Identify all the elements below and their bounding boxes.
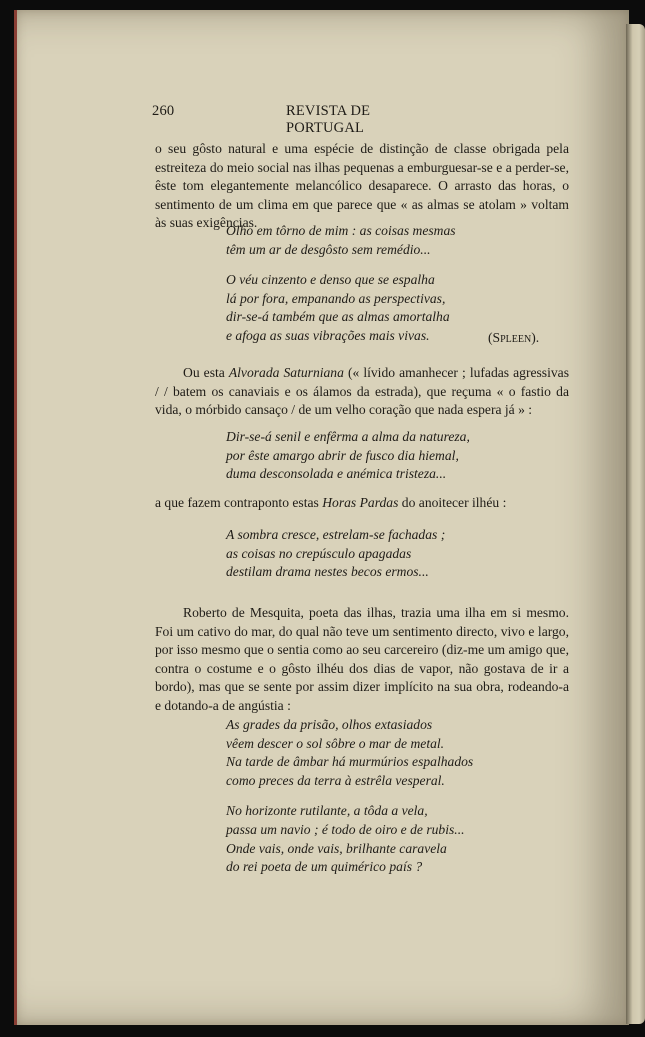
paragraph-1: o seu gôsto natural e uma espécie de distinção de classe obrigada pela estreiteza do meio social nas ilhas pequenas a emburguesar-se e a perder-se, êste tom elegantemente melancólico desaparece. O arrasto das horas, o sentimento de um clima em que parece que « as almas se atolam » voltam às suas exigências. [155, 141, 569, 231]
next-page-edge [626, 24, 645, 1024]
poem-title-horas-pardas: Horas Pardas [322, 495, 399, 510]
verse-line: O véu cinzento e denso que se espalha [226, 272, 435, 288]
verse-source-spleen: (Spleen). [488, 330, 540, 345]
paragraph-3-text-a: a que fazem contraponto estas [155, 495, 323, 510]
running-title: REVISTA DE PORTUGAL [286, 103, 371, 136]
verse-line: como preces da terra à estrêla vesperal. [226, 772, 445, 788]
verse-block-1 [226, 222, 526, 346]
verse-line: Dir-se-á senil e enfêrma a alma da natureza, [226, 429, 470, 444]
verse-line: por êste amargo abrir de fusco dia hiemal, [226, 447, 459, 463]
paragraph-3 [155, 494, 569, 513]
verse-block-4 [226, 716, 526, 877]
verse-line: A sombra cresce, estrelam-se fachadas ; [226, 527, 446, 542]
paragraph-2-text-b: (« lívido amanhecer ; lufadas agressivas / / batem os canaviais e os álamos da estrada), que reçuma « o fastio da vida, o mórbido cansaço / de um velho coração que nada espera já » : [155, 365, 569, 418]
verse-line: lá por fora, empanando as perspectivas, [226, 290, 446, 306]
paragraph-3-text-b: do anoitecer ilhéu : [398, 495, 507, 510]
paragraph-2-text-a: Ou esta [183, 365, 229, 380]
verse-line: vêem descer o sol sôbre o mar de metal. [226, 735, 445, 751]
page-header [152, 100, 434, 136]
verse-line: Olho em tôrno de mim : as coisas mesmas [226, 223, 456, 238]
verse-line: têm um ar de desgôsto sem remédio... [226, 241, 431, 257]
verse-block-3 [226, 526, 526, 582]
verse-line: e afoga as suas vibrações mais vivas. [226, 327, 430, 343]
paragraph-4: Roberto de Mesquita, poeta das ilhas, trazia uma ilha em si mesmo. Foi um cativo do mar, do qual não teve um sentimento directo, vivo e largo, por isso mesmo que o sentia como ao seu carcereiro (diz-me um amigo que, contra o costume e o gôsto ilhéu dos dias de vapor, não gostava de ir a bordo), mas que se sente por assim dizer implícito na sua obra, rodeando-a e dotando-a de angústia : [155, 605, 569, 713]
poem-title-alvorada: Alvorada Saturniana [228, 365, 344, 380]
page-number: 260 [152, 103, 175, 119]
verse-line: destilam drama nestes becos ermos... [226, 564, 429, 580]
verse-line: Na tarde de âmbar há murmúrios espalhados [226, 754, 474, 770]
verse-line: duma desconsolada e anémica tristeza... [226, 466, 447, 482]
verse-line [226, 259, 526, 271]
verse-line: Onde vais, onde vais, brilhante caravela [226, 840, 447, 856]
verse-line: do rei poeta de um quimérico país ? [226, 859, 423, 875]
verse-block-2 [226, 428, 526, 484]
verse-line: As grades da prisão, olhos extasiados [226, 717, 433, 732]
verse-line: No horizonte rutilante, a tôda a vela, [226, 803, 428, 819]
verse-line [226, 790, 526, 802]
verse-line: dir-se-á também que as almas amortalha [226, 309, 450, 325]
verse-line: as coisas no crepúsculo apagadas [226, 545, 412, 561]
verse-line: passa um navio ; é todo de oiro e de rubis... [226, 821, 465, 837]
paragraph-2 [155, 364, 569, 420]
